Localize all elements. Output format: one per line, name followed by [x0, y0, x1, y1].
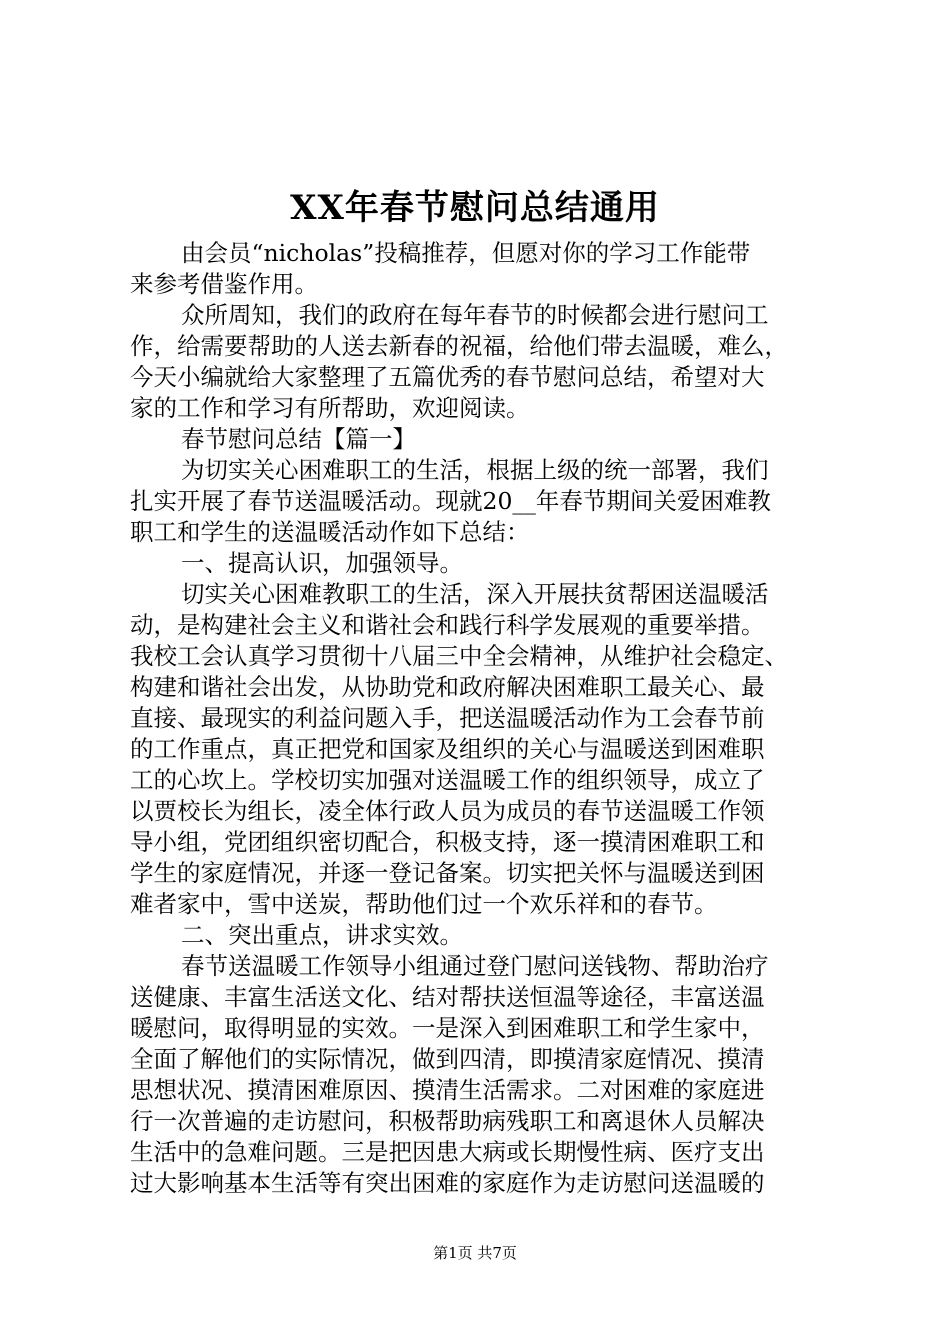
- text-line: 构建和谐社会出发，从协助党和政府解决困难职工最关心、最: [130, 673, 765, 701]
- text-line: 学生的家庭情况，并逐一登记备案。切实把关怀与温暖送到困: [130, 859, 765, 887]
- text-line: 动，是构建社会主义和谐社会和践行科学发展观的重要举措。: [130, 611, 765, 639]
- text-line: 由会员“nicholas”投稿推荐，但愿对你的学习工作能带: [181, 239, 751, 267]
- text-line: 全面了解他们的实际情况，做到四清，即摸清家庭情况、摸清: [130, 1045, 765, 1073]
- text-line: 来参考借鉴作用。: [130, 270, 318, 298]
- text-line: 工的心坎上。学校切实加强对送温暖工作的组织领导，成立了: [130, 766, 765, 794]
- text-line: 以贾校长为组长，凌全体行政人员为成员的春节送温暖工作领: [130, 797, 765, 825]
- text-line: 直接、最现实的利益问题入手，把送温暖活动作为工会春节前: [130, 704, 765, 732]
- text-line: 导小组，党团组织密切配合，积极支持，逐一摸清困难职工和: [130, 828, 765, 856]
- text-line: 春节慰问总结【篇一】: [181, 425, 416, 453]
- document-title: XX年春节慰问总结通用: [290, 188, 660, 228]
- text-line: 众所周知，我们的政府在每年春节的时候都会进行慰问工: [181, 301, 769, 329]
- text-line: 过大影响基本生活等有突出困难的家庭作为走访慰问送温暖的: [130, 1169, 765, 1197]
- text-line: 家的工作和学习有所帮助，欢迎阅读。: [130, 394, 530, 422]
- text-line: 我校工会认真学习贯彻十八届三中全会精神，从维护社会稳定、: [130, 642, 788, 670]
- text-line: 行一次普遍的走访慰问，积极帮助病残职工和离退休人员解决: [130, 1107, 765, 1135]
- text-line: 作，给需要帮助的人送去新春的祝福，给他们带去温暖，难么，: [130, 332, 788, 360]
- text-line: 暖慰问，取得明显的实效。一是深入到困难职工和学生家中，: [130, 1014, 765, 1042]
- document-body: [130, 238, 830, 1199]
- text-line: 的工作重点，真正把党和国家及组织的关心与温暖送到困难职: [130, 735, 765, 763]
- text-line: 二、突出重点，讲求实效。: [181, 921, 463, 949]
- text-line: 扎实开展了春节送温暖活动。现就20__年春节期间关爱困难教: [130, 487, 771, 515]
- text-line: 春节送温暖工作领导小组通过登门慰问送钱物、帮助治疗: [181, 952, 769, 980]
- page-footer: 第1页 共7页: [433, 1244, 517, 1262]
- text-line: 职工和学生的送温暖活动作如下总结：: [130, 518, 530, 546]
- text-line: 今天小编就给大家整理了五篇优秀的春节慰问总结，希望对大: [130, 363, 765, 391]
- text-line: 送健康、丰富生活送文化、结对帮扶送恒温等途径，丰富送温: [130, 983, 765, 1011]
- text-line: 为切实关心困难职工的生活，根据上级的统一部署，我们: [181, 456, 769, 484]
- text-line: 切实关心困难教职工的生活，深入开展扶贫帮困送温暖活: [181, 580, 769, 608]
- text-line: 难者家中，雪中送炭，帮助他们过一个欢乐祥和的春节。: [130, 890, 718, 918]
- text-line: 生活中的急难问题。三是把因患大病或长期慢性病、医疗支出: [130, 1138, 765, 1166]
- text-line: 一、提高认识，加强领导。: [181, 549, 463, 577]
- text-line: 思想状况、摸清困难原因、摸清生活需求。二对困难的家庭进: [130, 1076, 765, 1104]
